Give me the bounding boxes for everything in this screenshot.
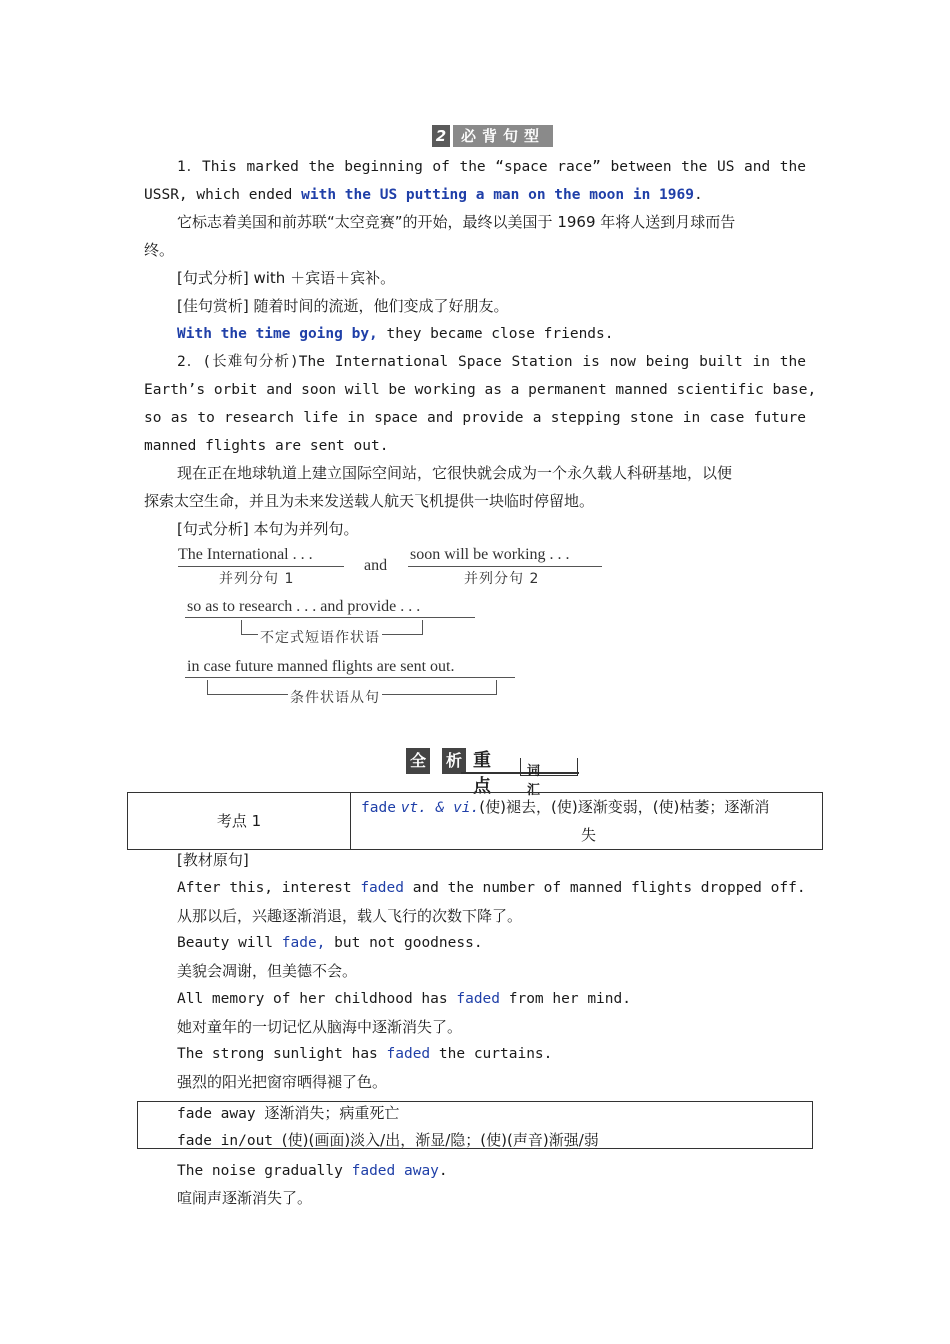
sentence-2-line-3: so as to research life in space and provide a stepping stone in case future — [144, 410, 806, 426]
keyword-highlight: faded — [386, 1046, 431, 1062]
text: Beauty will — [177, 935, 282, 951]
example-4-translation: 强烈的阳光把窗帘晒得褪了色。 — [177, 1073, 388, 1091]
sentence-2-analysis: [句式分析] 本句为并列句。 — [177, 520, 359, 538]
phrase-term: fade in/out — [177, 1133, 282, 1149]
header-char-2: 析 — [442, 748, 466, 774]
clause-2-underline — [408, 566, 602, 567]
text: All memory of her childhood has — [177, 991, 457, 1007]
sentence-2-line-2: Earth’s orbit and soon will be working as a permanent manned scientific base, — [144, 382, 817, 398]
clause-2-label: 并列分句 2 — [464, 571, 540, 587]
sentence-1-translation-2: 终。 — [144, 241, 175, 259]
highlight-phrase: With the time going by, — [177, 326, 378, 342]
example-2-translation: 美貌会凋谢，但美德不会。 — [177, 962, 358, 980]
sentence-2-line-1: 2．(长难句分析)The International Space Station is now being built in the — [177, 354, 806, 370]
example-1 — [177, 878, 806, 898]
phrase-2 — [177, 1130, 806, 1151]
example-3-translation: 她对童年的一切记忆从脑海中逐渐消失了。 — [177, 1018, 463, 1036]
header-key: 重点 — [473, 750, 491, 797]
sentence-2-translation-1: 现在正在地球轨道上建立国际空间站，它很快就会成为一个永久载人科研基地，以便 — [177, 464, 733, 482]
text: The noise gradually — [177, 1163, 352, 1179]
sentence-2-line-4: manned flights are sent out. — [144, 438, 389, 454]
section-number: 2 — [432, 125, 450, 147]
clause-2-text: soon will be working . . . — [410, 546, 570, 563]
purpose-phrase-underline — [185, 617, 475, 618]
sentence-1-example — [177, 324, 806, 344]
text: The strong sunlight has — [177, 1046, 387, 1062]
text: from her mind. — [500, 991, 631, 1007]
text: After this, interest — [177, 880, 361, 896]
keyword-highlight: faded — [360, 880, 404, 896]
example-4 — [177, 1044, 806, 1064]
sentence-1-line-2 — [144, 185, 806, 205]
phrase-meaning: (使)(画面)淡入/出，渐显/隐；(使)(声音)渐强/弱 — [281, 1131, 599, 1149]
keyword-highlight: faded away — [351, 1163, 439, 1179]
condition-clause-text: in case future manned flights are sent out. — [187, 658, 455, 675]
text: the curtains. — [430, 1046, 553, 1062]
condition-clause-underline — [185, 677, 515, 678]
text: and the number of manned flights dropped off. — [403, 880, 806, 896]
condition-label: 条件状语从句 — [288, 687, 382, 707]
example-5 — [177, 1161, 806, 1181]
header-char-1: 全 — [406, 748, 430, 774]
conjunction-and: and — [364, 557, 388, 574]
example-5-translation: 喧闹声逐渐消失了。 — [177, 1189, 313, 1207]
example-3 — [177, 989, 806, 1009]
sentence-1-appreciation: [佳句赏析] 随着时间的流逝，他们变成了好朋友。 — [177, 297, 509, 315]
part-of-speech: vt. & vi. — [400, 800, 480, 816]
text: but not goodness. — [325, 935, 483, 951]
clause-1-underline — [178, 566, 344, 567]
section-header-sentences — [432, 125, 553, 147]
section-title: 必背句型 — [453, 125, 553, 147]
text: . — [438, 1163, 448, 1179]
phrase-1 — [177, 1103, 806, 1124]
keypoint-label: 考点 1 — [128, 793, 351, 849]
highlight-phrase: with the US putting a man on the moon in 1969 — [301, 187, 694, 203]
sentence-2-translation-2: 探索太空生命，并且为未来发送载人航天飞机提供一块临时停留地。 — [144, 492, 595, 510]
keyword-highlight: fade, — [281, 935, 326, 951]
sentence-1-analysis: [句式分析] with ＋宾语＋宾补。 — [177, 269, 396, 287]
definition-line-1 — [361, 794, 816, 822]
purpose-label: 不定式短语作状语 — [258, 627, 382, 647]
text: they became close friends. — [377, 326, 614, 342]
phrase-term: fade away — [177, 1106, 265, 1122]
keyword: fade — [361, 800, 396, 816]
sentence-1-translation-1: 它标志着美国和前苏联“太空竞赛”的开始，最终以美国于 1969 年将人送到月球而告 — [177, 213, 736, 231]
keypoint-table — [127, 792, 823, 850]
purpose-phrase-text: so as to research . . . and provide . . . — [187, 598, 421, 615]
phrase-meaning: 逐渐消失；病重死亡 — [264, 1104, 400, 1122]
example-2 — [177, 933, 806, 953]
example-1-translation: 从那以后，兴趣逐渐消退，载人飞行的次数下降了。 — [177, 907, 523, 925]
text: USSR, which ended — [144, 187, 302, 203]
definition-text: (使)褪去，(使)逐渐变弱，(使)枯萎；逐渐消 — [479, 798, 770, 816]
definition-line-2: 失 — [580, 826, 596, 844]
header-vocab: 词汇 — [527, 764, 545, 798]
clause-1-text: The International . . . — [178, 546, 313, 563]
keyword-highlight: faded — [456, 991, 501, 1007]
sentence-1-line-1: 1．This marked the beginning of the “space race” between the US and the — [177, 159, 806, 175]
text: . — [693, 187, 703, 203]
keypoint-definition — [361, 794, 816, 849]
clause-1-label: 并列分句 1 — [219, 571, 295, 587]
source-label: [教材原句] — [177, 851, 249, 869]
